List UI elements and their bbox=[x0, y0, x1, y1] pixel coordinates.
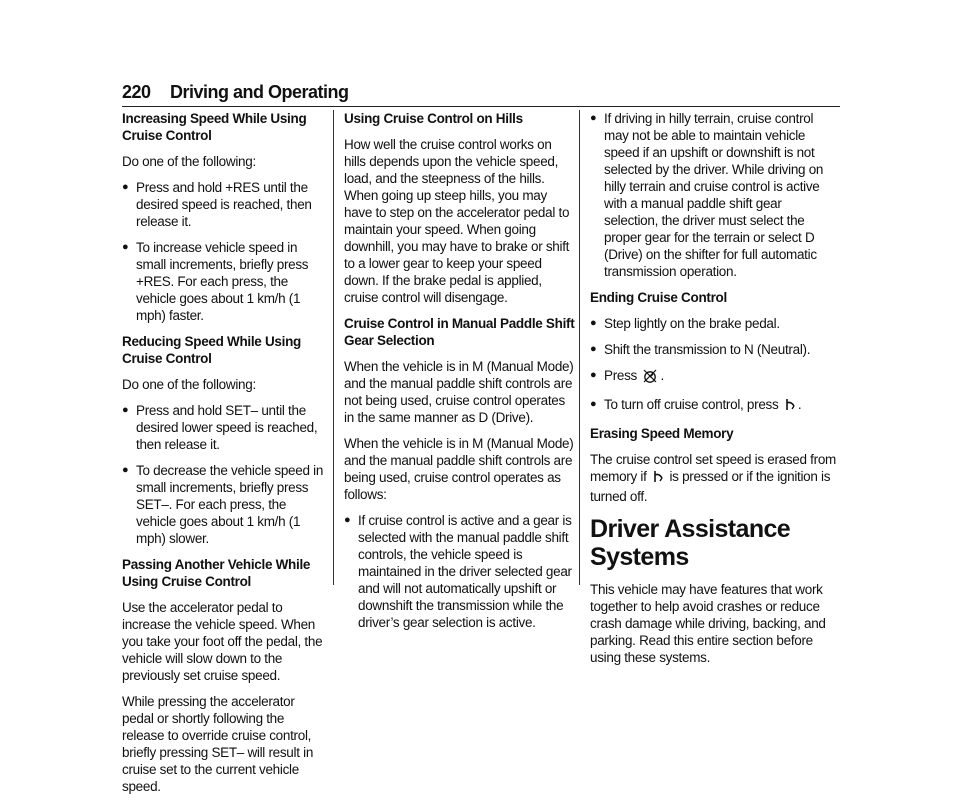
list-item bbox=[590, 396, 838, 416]
list-item bbox=[590, 341, 838, 358]
list-item bbox=[122, 239, 327, 324]
paragraph: Do one of the following: bbox=[122, 154, 256, 169]
column-divider bbox=[333, 110, 334, 585]
paragraph-text: is pressed or if the ignition is turned off. bbox=[590, 469, 831, 504]
bullet-icon: ● bbox=[590, 343, 597, 355]
heading-passing: Passing Another Vehicle While Using Cruise Control bbox=[122, 557, 311, 589]
bullet-list bbox=[590, 315, 838, 416]
column-divider bbox=[579, 110, 580, 585]
list-item-text: If cruise control is active and a gear is selected with the manual paddle shift controls, the vehicle speed is maintained in the driver selected gear and will not automatically upshift or downshift the transmission while the driver’s gear selection is active. bbox=[358, 513, 572, 630]
bullet-icon: ● bbox=[590, 317, 597, 329]
paragraph: When the vehicle is in M (Manual Mode) and the manual paddle shift controls are not being used, cruise control operates in the same manner as D (Drive). bbox=[344, 359, 574, 425]
heading-reducing-speed: Reducing Speed While Using Cruise Control bbox=[122, 334, 301, 366]
bullet-icon: ● bbox=[590, 112, 597, 124]
heading-paddle-shift: Cruise Control in Manual Paddle Shift Gear Selection bbox=[344, 316, 575, 348]
heading-erasing-memory: Erasing Speed Memory bbox=[590, 426, 734, 441]
bullet-icon: ● bbox=[122, 464, 129, 476]
list-item-text: Press and hold +RES until the desired speed is reached, then release it. bbox=[136, 180, 312, 229]
list-item bbox=[590, 110, 838, 280]
heading-hills: Using Cruise Control on Hills bbox=[344, 111, 523, 126]
list-item bbox=[122, 462, 327, 547]
list-item bbox=[344, 512, 576, 631]
bullet-list bbox=[122, 179, 327, 324]
heading-increasing-speed: Increasing Speed While Using Cruise Control bbox=[122, 111, 307, 143]
paragraph-text: The cruise control set speed is erased from memory if bbox=[590, 452, 836, 484]
column-1 bbox=[122, 110, 327, 804]
paragraph: When the vehicle is in M (Manual Mode) and the manual paddle shift controls are being used, cruise control operates as follows: bbox=[344, 436, 574, 502]
paragraph: While pressing the accelerator pedal or shortly following the release to override cruise control, briefly pressing SET– will result in cruise set to the current vehicle speed. bbox=[122, 694, 314, 794]
paragraph: Use the accelerator pedal to increase the vehicle speed. When you take your foot off the pedal, the vehicle will slow down to the previously set cruise speed. bbox=[122, 600, 323, 683]
cruise-cancel-icon bbox=[642, 368, 658, 387]
bullet-icon: ● bbox=[590, 398, 597, 410]
list-item-text: Press bbox=[604, 368, 638, 383]
bullet-icon: ● bbox=[344, 514, 351, 526]
bullet-icon: ● bbox=[122, 181, 129, 193]
punctuation: . bbox=[797, 397, 802, 412]
paragraph: Do one of the following: bbox=[122, 377, 256, 392]
bullet-icon: ● bbox=[590, 369, 597, 381]
bullet-list bbox=[344, 512, 576, 631]
list-item bbox=[590, 315, 838, 332]
list-item bbox=[590, 367, 838, 387]
cruise-control-icon bbox=[652, 469, 664, 488]
list-item-text: Shift the transmission to N (Neutral). bbox=[604, 342, 811, 357]
column-3 bbox=[590, 110, 838, 675]
page-number: 220 bbox=[122, 82, 151, 102]
bullet-icon: ● bbox=[122, 241, 129, 253]
page-header bbox=[122, 82, 840, 107]
bullet-icon: ● bbox=[122, 404, 129, 416]
list-item bbox=[122, 179, 327, 230]
heading-ending-cruise: Ending Cruise Control bbox=[590, 290, 727, 305]
bullet-list bbox=[122, 402, 327, 547]
list-item-text: Press and hold SET– until the desired lower speed is reached, then release it. bbox=[136, 403, 318, 452]
list-item-text: To increase vehicle speed in small increments, briefly press +RES. For each press, the vehicle goes about 1 km/h (1 mph) faster. bbox=[136, 240, 309, 323]
bullet-list bbox=[590, 110, 838, 280]
list-item bbox=[122, 402, 327, 453]
list-item-text: If driving in hilly terrain, cruise control may not be able to maintain vehicle speed if an upshift or downshift is not selected by the driver. While driving on hilly terrain and cruise control is active with a manual paddle shift gear selection, the driver must select the proper gear for the terrain or select D (Drive) on the shifter for full automatic transmission operation. bbox=[604, 111, 824, 279]
paragraph: This vehicle may have features that work together to help avoid crashes or reduce crash damage while driving, backing, and parking. Read this entire section before using these systems. bbox=[590, 582, 826, 665]
list-item-text: To turn off cruise control, press bbox=[604, 397, 779, 412]
punctuation: . bbox=[660, 368, 664, 383]
heading-driver-assistance: Driver Assistance Systems bbox=[590, 515, 791, 571]
paragraph: How well the cruise control works on hills depends upon the vehicle speed, load, and the steepness of the hills. When going up steep hills, you may have to step on the accelerator pedal to maintain your speed. When going downhill, you may have to brake or shift to a lower gear to keep your speed down. If the brake pedal is applied, cruise control will disengage. bbox=[344, 137, 570, 305]
cruise-control-icon bbox=[784, 397, 796, 416]
paragraph bbox=[590, 451, 838, 505]
section-title: Driving and Operating bbox=[170, 82, 349, 102]
list-item-text: To decrease the vehicle speed in small increments, briefly press SET–. For each press, the vehicle goes about 1 km/h (1 mph) slower. bbox=[136, 463, 324, 546]
list-item-text: Step lightly on the brake pedal. bbox=[604, 316, 780, 331]
column-2 bbox=[344, 110, 576, 640]
